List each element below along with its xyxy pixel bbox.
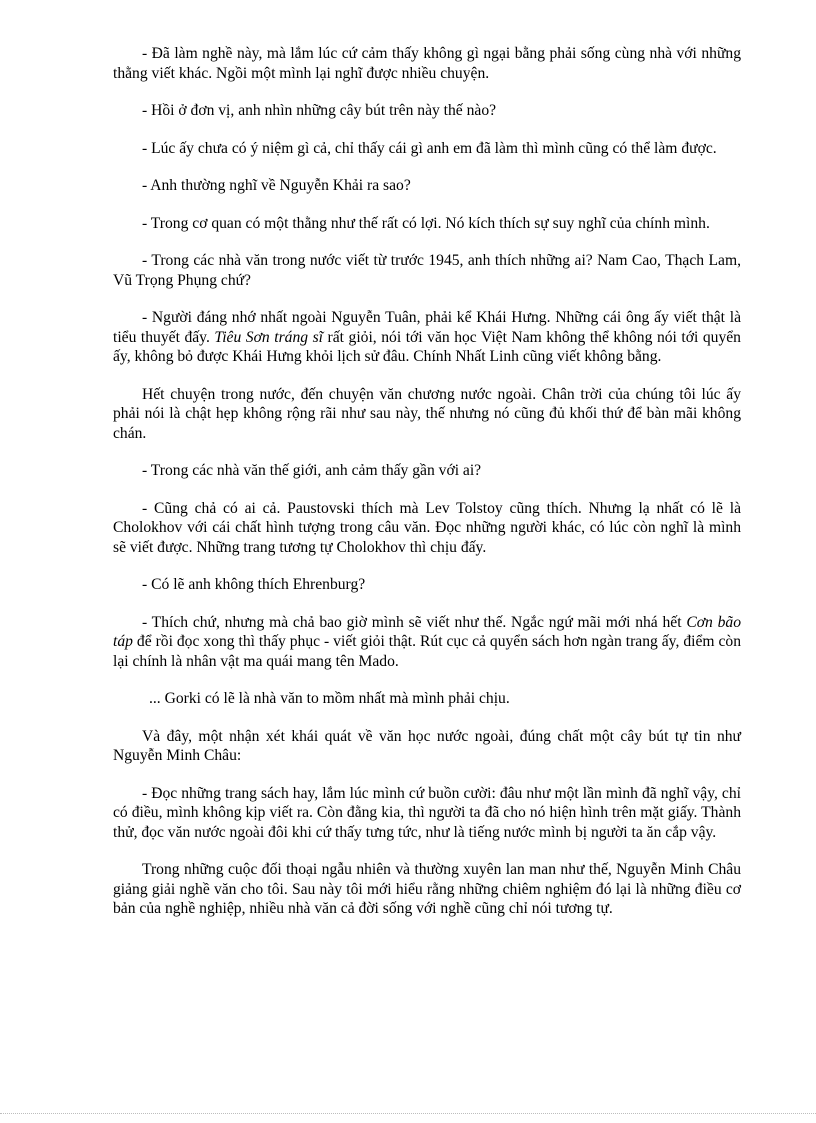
paragraph-7-text-after: rất giỏi, nói tới văn học Việt Nam không thể không nói tới quyển ấy, không bỏ được Khái Hưng khỏi lịch sử đâu. Chính Nhất Linh cũng viết không bằng. — [113, 328, 741, 365]
book-title-con-bao-tap: Cơn bão táp — [113, 613, 741, 650]
paragraph-7 — [113, 308, 741, 367]
paragraph-16: Trong những cuộc đối thoại ngẫu nhiên và thường xuyên lan man như thế, Nguyễn Minh Châu giảng giải nghề văn cho tôi. Sau này tôi mới hiểu rằng những chiêm nghiệm đó lại là những điều cơ bản của nghề nghiệp, nhiều nhà văn cả đời sống với nghề cũng chỉ nói tương tự. — [113, 861, 741, 917]
page-bottom-divider — [0, 1113, 816, 1114]
paragraph-10: - Cũng chả có ai cả. Paustovski thích mà Lev Tolstoy cũng thích. Nhưng lạ nhất có lẽ là Cholokhov với cái chất hình tượng trong câu văn. Đọc những người khác, có lúc còn nghĩ là mình sẽ viết được. Những trang tương tự Cholokhov thì chịu đấy. — [113, 499, 741, 556]
paragraph-4: - Anh thường nghĩ về Nguyễn Khải ra sao? — [142, 177, 411, 194]
document-page — [113, 44, 741, 937]
paragraph-15: - Đọc những trang sách hay, lắm lúc mình cứ buồn cười: đâu như một lần mình đã nghĩ vậy, chỉ có điều, mình không kịp viết ra. Còn đằng kia, thì người ta đã cho nó hiện hình trên mặt giấy. Thành thử, đọc văn nước ngoài đôi khi cứ thấy tưng tức, như là tiếng nước mình bị người ta ăn cắp vậy. — [113, 784, 741, 841]
paragraph-8: Hết chuyện trong nước, đến chuyện văn chương nước ngoài. Chân trời của chúng tôi lúc ấy phải nói là chật hẹp không rộng rãi như sau này, thế nhưng nó cũng đủ khối thứ để bàn mãi không chán. — [113, 385, 741, 442]
paragraph-13: ... Gorki có lẽ là nhà văn to mồm nhất mà mình phải chịu. — [149, 690, 510, 707]
paragraph-2: - Hồi ở đơn vị, anh nhìn những cây bút trên này thế nào? — [142, 102, 497, 119]
paragraph-9: - Trong các nhà văn thế giới, anh cảm thấy gần với ai? — [142, 462, 482, 479]
paragraph-14: Và đây, một nhận xét khái quát về văn học nước ngoài, đúng chất một cây bút tự tin như Nguyễn Minh Châu: — [113, 727, 741, 764]
paragraph-12-text-before: - Thích chứ, nhưng mà chả bao giờ mình sẽ viết như thế. Ngắc ngứ mãi mới nhá hết — [142, 613, 687, 631]
paragraph-6: - Trong các nhà văn trong nước viết từ trước 1945, anh thích những ai? Nam Cao, Thạch Lam, Vũ Trọng Phụng chứ? — [113, 252, 741, 289]
book-title-tieu-son-trang-si: Tiêu Sơn tráng sĩ — [214, 328, 323, 346]
paragraph-11: - Có lẽ anh không thích Ehrenburg? — [142, 576, 366, 593]
paragraph-5: - Trong cơ quan có một thằng như thế rất có lợi. Nó kích thích sự suy nghĩ của chính mình. — [142, 214, 710, 232]
paragraph-12-text-after: để rồi đọc xong thì thấy phục - viết giỏi thật. Rút cục cả quyển sách hơn ngàn trang ấy, điểm còn lại chính là nhân vật ma quái mang tên Mado. — [113, 633, 741, 670]
paragraph-1: - Đã làm nghề này, mà lắm lúc cứ cảm thấy không gì ngại bằng phải sống cùng nhà với những thằng viết khác. Ngồi một mình lại nghĩ được nhiều chuyện. — [113, 45, 741, 82]
paragraph-7-text-before: - Người đáng nhớ nhất ngoài Nguyễn Tuân, phải kể Khái Hưng. Những cái ông ấy viết thật là tiểu thuyết đấy. — [113, 309, 741, 346]
paragraph-12 — [113, 613, 741, 672]
paragraph-3: - Lúc ấy chưa có ý niệm gì cả, chỉ thấy cái gì anh em đã làm thì mình cũng có thể làm được. — [142, 139, 717, 157]
